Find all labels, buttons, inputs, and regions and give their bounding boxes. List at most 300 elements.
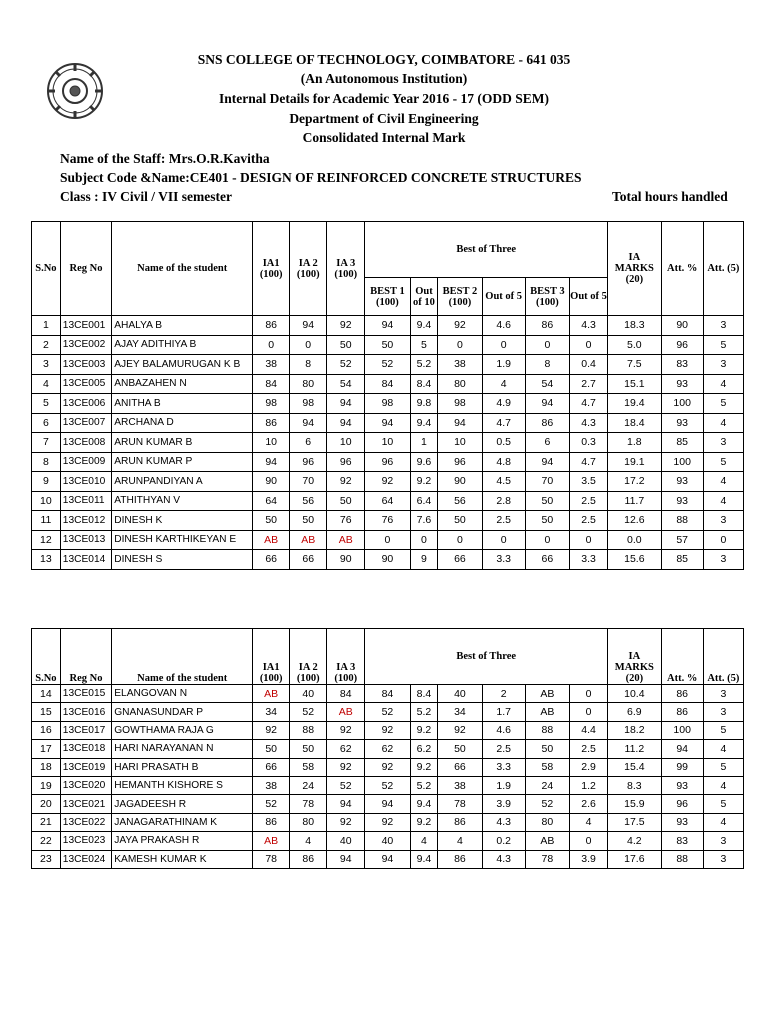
cell-iamarks: 11.2 — [608, 740, 661, 758]
cell-outof5a: 2.5 — [482, 740, 525, 758]
cell-name: ATHITHYAN V — [112, 491, 253, 511]
cell-outof10: 9.2 — [410, 721, 438, 739]
cell-outof10: 9.4 — [410, 795, 438, 813]
cell-outof10: 4 — [410, 832, 438, 850]
cell-best2: 4 — [438, 832, 482, 850]
cell-sno: 8 — [32, 452, 61, 472]
cell-best3: 88 — [525, 721, 569, 739]
cell-regno: 13CE017 — [60, 721, 111, 739]
cell-name: HARI NARAYANAN N — [112, 740, 253, 758]
cell-best1: 94 — [365, 316, 410, 336]
cell-ia2: 88 — [290, 721, 327, 739]
cell-outof10: 6.2 — [410, 740, 438, 758]
academic-year-line: Internal Details for Academic Year 2016 - 17 (ODD SEM) — [218, 91, 550, 106]
cell-best2: 66 — [438, 758, 482, 776]
col-sno: S.No — [32, 222, 61, 316]
cell-ia1: 0 — [253, 335, 290, 355]
cell-ia1: 92 — [253, 721, 290, 739]
cell-ia1: 86 — [253, 813, 290, 831]
cell-outof10: 9.4 — [410, 316, 438, 336]
cell-best2: 38 — [438, 776, 482, 794]
cell-att_pct: 100 — [661, 721, 703, 739]
cell-regno: 13CE013 — [60, 530, 111, 550]
cell-best3: 78 — [525, 850, 569, 868]
cell-best3: 66 — [525, 550, 569, 570]
cell-ia3: 96 — [327, 452, 365, 472]
cell-ia1: 86 — [253, 316, 290, 336]
cell-ia3: 62 — [327, 740, 365, 758]
cell-ia2: 24 — [290, 776, 327, 794]
table-row — [32, 355, 744, 375]
cell-best3: 6 — [525, 433, 569, 453]
col-outof5-a: Out of 5 — [482, 278, 525, 316]
cell-att5: 5 — [703, 758, 743, 776]
cell-outof5a: 0.5 — [482, 433, 525, 453]
cell-name: ANITHA B — [112, 394, 253, 414]
cell-iamarks: 15.6 — [608, 550, 661, 570]
cell-outof5b: 0.3 — [570, 433, 608, 453]
cell-best3: 70 — [525, 472, 569, 492]
cell-best2: 78 — [438, 795, 482, 813]
table-row — [32, 685, 744, 703]
cell-sno: 21 — [32, 813, 61, 831]
table-row — [32, 472, 744, 492]
cell-outof5b: 2.5 — [570, 511, 608, 531]
table-row — [32, 850, 744, 868]
cell-sno: 15 — [32, 703, 61, 721]
table-row — [32, 813, 744, 831]
col-best-of-three: Best of Three — [365, 222, 608, 278]
college-name: SNS COLLEGE OF TECHNOLOGY, COIMBATORE - 641 035 — [197, 52, 571, 67]
cell-att_pct: 90 — [661, 316, 703, 336]
col-best-of-three: Best of Three — [365, 629, 608, 685]
cell-ia3: AB — [327, 703, 365, 721]
cell-best2: 0 — [438, 335, 482, 355]
cell-regno: 13CE015 — [60, 685, 111, 703]
cell-best3: AB — [525, 703, 569, 721]
cell-best1: 76 — [365, 511, 410, 531]
table-row — [32, 374, 744, 394]
cell-name: HEMANTH KISHORE S — [112, 776, 253, 794]
cell-sno: 13 — [32, 550, 61, 570]
cell-outof5b: 1.2 — [570, 776, 608, 794]
cell-sno: 6 — [32, 413, 61, 433]
cell-att_pct: 96 — [661, 795, 703, 813]
cell-best1: 40 — [365, 832, 410, 850]
cell-best3: AB — [525, 685, 569, 703]
cell-regno: 13CE019 — [60, 758, 111, 776]
cell-best2: 66 — [438, 550, 482, 570]
cell-ia2: 4 — [290, 832, 327, 850]
cell-ia3: AB — [327, 530, 365, 550]
cell-outof5b: 0 — [570, 685, 608, 703]
cell-outof5b: 4.3 — [570, 316, 608, 336]
cell-outof10: 8.4 — [410, 685, 438, 703]
cell-sno: 12 — [32, 530, 61, 550]
cell-sno: 2 — [32, 335, 61, 355]
cell-att5: 3 — [703, 316, 743, 336]
cell-name: AHALYA B — [112, 316, 253, 336]
cell-regno: 13CE009 — [60, 452, 111, 472]
cell-outof10: 9.4 — [410, 413, 438, 433]
cell-regno: 13CE006 — [60, 394, 111, 414]
cell-best2: 50 — [438, 740, 482, 758]
cell-best2: 80 — [438, 374, 482, 394]
cell-iamarks: 5.0 — [608, 335, 661, 355]
cell-outof5a: 3.9 — [482, 795, 525, 813]
cell-ia1: 90 — [253, 472, 290, 492]
cell-outof10: 9.8 — [410, 394, 438, 414]
cell-outof10: 9.6 — [410, 452, 438, 472]
cell-outof5a: 2 — [482, 685, 525, 703]
cell-best3: 0 — [525, 335, 569, 355]
cell-best3: 54 — [525, 374, 569, 394]
cell-att_pct: 86 — [661, 685, 703, 703]
cell-name: GOWTHAMA RAJA G — [112, 721, 253, 739]
marks-table-2 — [31, 628, 744, 869]
table-row — [32, 832, 744, 850]
cell-ia1: 86 — [253, 413, 290, 433]
cell-best2: 56 — [438, 491, 482, 511]
cell-sno: 4 — [32, 374, 61, 394]
cell-sno: 9 — [32, 472, 61, 492]
table-row — [32, 795, 744, 813]
cell-outof10: 9 — [410, 550, 438, 570]
cell-best1: 84 — [365, 374, 410, 394]
cell-regno: 13CE002 — [60, 335, 111, 355]
cell-att_pct: 85 — [661, 550, 703, 570]
col-outof5-b: Out of 5 — [570, 278, 608, 316]
cell-att5: 3 — [703, 550, 743, 570]
cell-regno: 13CE018 — [60, 740, 111, 758]
cell-name: JAYA PRAKASH R — [112, 832, 253, 850]
table-row — [32, 452, 744, 472]
col-ia1: IA1 (100) — [253, 222, 290, 316]
cell-att5: 5 — [703, 394, 743, 414]
cell-att5: 5 — [703, 335, 743, 355]
cell-ia3: 92 — [327, 813, 365, 831]
cell-name: AJEY BALAMURUGAN K B — [112, 355, 253, 375]
col-regno: Reg No — [60, 222, 111, 316]
table-row — [32, 550, 744, 570]
marks-table-1 — [31, 221, 744, 570]
cell-name: ARUN KUMAR P — [112, 452, 253, 472]
cell-best2: 34 — [438, 703, 482, 721]
cell-regno: 13CE023 — [60, 832, 111, 850]
cell-best1: 84 — [365, 685, 410, 703]
cell-att5: 4 — [703, 491, 743, 511]
cell-outof5a: 1.9 — [482, 355, 525, 375]
cell-ia2: 40 — [290, 685, 327, 703]
table-row — [32, 394, 744, 414]
cell-outof5b: 2.5 — [570, 740, 608, 758]
cell-outof10: 9.2 — [410, 758, 438, 776]
cell-name: ARCHANA D — [112, 413, 253, 433]
cell-outof10: 5.2 — [410, 355, 438, 375]
cell-best3: 94 — [525, 394, 569, 414]
cell-sno: 11 — [32, 511, 61, 531]
cell-outof5b: 3.3 — [570, 550, 608, 570]
col-regno: Reg No — [60, 629, 111, 685]
cell-att_pct: 83 — [661, 832, 703, 850]
cell-sno: 1 — [32, 316, 61, 336]
department-line: Department of Civil Engineering — [289, 111, 479, 126]
cell-outof5b: 0.4 — [570, 355, 608, 375]
cell-best2: 90 — [438, 472, 482, 492]
cell-outof5b: 0 — [570, 703, 608, 721]
cell-att_pct: 93 — [661, 491, 703, 511]
cell-best1: 92 — [365, 472, 410, 492]
cell-ia1: 84 — [253, 374, 290, 394]
cell-ia1: 66 — [253, 550, 290, 570]
table-row — [32, 530, 744, 550]
cell-att_pct: 57 — [661, 530, 703, 550]
cell-ia1: 52 — [253, 795, 290, 813]
cell-sno: 17 — [32, 740, 61, 758]
cell-name: GNANASUNDAR P — [112, 703, 253, 721]
cell-iamarks: 19.4 — [608, 394, 661, 414]
cell-best3: 80 — [525, 813, 569, 831]
cell-sno: 23 — [32, 850, 61, 868]
table-row — [32, 491, 744, 511]
cell-ia3: 94 — [327, 850, 365, 868]
cell-att5: 4 — [703, 776, 743, 794]
cell-outof5a: 4.5 — [482, 472, 525, 492]
report-title: Consolidated Internal Mark — [302, 130, 466, 145]
cell-best3: 50 — [525, 740, 569, 758]
cell-best2: 50 — [438, 511, 482, 531]
cell-best1: 52 — [365, 703, 410, 721]
cell-ia1: 34 — [253, 703, 290, 721]
cell-ia2: 96 — [290, 452, 327, 472]
cell-outof5b: 4.7 — [570, 394, 608, 414]
cell-best2: 94 — [438, 413, 482, 433]
cell-ia1: AB — [253, 832, 290, 850]
cell-att_pct: 94 — [661, 740, 703, 758]
cell-regno: 13CE005 — [60, 374, 111, 394]
cell-iamarks: 10.4 — [608, 685, 661, 703]
cell-name: DINESH S — [112, 550, 253, 570]
cell-att5: 4 — [703, 813, 743, 831]
cell-iamarks: 19.1 — [608, 452, 661, 472]
cell-att5: 3 — [703, 355, 743, 375]
col-best3: BEST 3 (100) — [525, 278, 569, 316]
cell-ia1: 50 — [253, 740, 290, 758]
cell-regno: 13CE001 — [60, 316, 111, 336]
cell-name: JAGADEESH R — [112, 795, 253, 813]
cell-ia1: 78 — [253, 850, 290, 868]
table-row — [32, 776, 744, 794]
cell-ia3: 92 — [327, 472, 365, 492]
cell-outof10: 9.2 — [410, 472, 438, 492]
cell-outof10: 9.2 — [410, 813, 438, 831]
cell-name: AJAY ADITHIYA B — [112, 335, 253, 355]
cell-iamarks: 4.2 — [608, 832, 661, 850]
cell-ia3: 92 — [327, 316, 365, 336]
col-att-5: Att. (5) — [703, 629, 743, 685]
cell-name: ARUN KUMAR B — [112, 433, 253, 453]
cell-ia2: 78 — [290, 795, 327, 813]
cell-best1: 98 — [365, 394, 410, 414]
cell-outof5a: 4.3 — [482, 813, 525, 831]
cell-outof5a: 1.9 — [482, 776, 525, 794]
cell-outof5a: 4.8 — [482, 452, 525, 472]
cell-iamarks: 1.8 — [608, 433, 661, 453]
table-row — [32, 433, 744, 453]
cell-outof10: 8.4 — [410, 374, 438, 394]
cell-ia2: 50 — [290, 511, 327, 531]
cell-best1: 92 — [365, 758, 410, 776]
col-outof10: Out of 10 — [410, 278, 438, 316]
cell-regno: 13CE008 — [60, 433, 111, 453]
col-name: Name of the student — [112, 222, 253, 316]
col-ia-marks: IA MARKS (20) — [608, 222, 661, 316]
cell-outof5a: 4.6 — [482, 721, 525, 739]
cell-sno: 18 — [32, 758, 61, 776]
cell-regno: 13CE003 — [60, 355, 111, 375]
cell-outof5a: 2.5 — [482, 511, 525, 531]
cell-name: DINESH K — [112, 511, 253, 531]
cell-best1: 50 — [365, 335, 410, 355]
cell-att_pct: 85 — [661, 433, 703, 453]
cell-outof10: 0 — [410, 530, 438, 550]
cell-best2: 98 — [438, 394, 482, 414]
col-ia3: IA 3 (100) — [327, 222, 365, 316]
cell-ia1: 10 — [253, 433, 290, 453]
col-ia3: IA 3 (100) — [327, 629, 365, 685]
cell-best1: 10 — [365, 433, 410, 453]
cell-regno: 13CE014 — [60, 550, 111, 570]
cell-name: KAMESH KUMAR K — [112, 850, 253, 868]
cell-ia2: 94 — [290, 413, 327, 433]
table-row — [32, 758, 744, 776]
cell-ia2: 70 — [290, 472, 327, 492]
cell-att_pct: 93 — [661, 776, 703, 794]
cell-ia3: 10 — [327, 433, 365, 453]
cell-outof5b: 3.9 — [570, 850, 608, 868]
cell-best3: 50 — [525, 491, 569, 511]
cell-sno: 14 — [32, 685, 61, 703]
cell-name: ANBAZAHEN N — [112, 374, 253, 394]
cell-name: HARI PRASATH B — [112, 758, 253, 776]
cell-ia3: 84 — [327, 685, 365, 703]
cell-outof5b: 2.9 — [570, 758, 608, 776]
cell-ia3: 52 — [327, 355, 365, 375]
cell-regno: 13CE022 — [60, 813, 111, 831]
cell-best3: 50 — [525, 511, 569, 531]
cell-ia2: 80 — [290, 374, 327, 394]
cell-sno: 19 — [32, 776, 61, 794]
cell-iamarks: 12.6 — [608, 511, 661, 531]
cell-outof5b: 4.4 — [570, 721, 608, 739]
cell-att_pct: 83 — [661, 355, 703, 375]
cell-iamarks: 8.3 — [608, 776, 661, 794]
cell-att5: 3 — [703, 685, 743, 703]
cell-best3: 86 — [525, 413, 569, 433]
cell-outof5a: 4.9 — [482, 394, 525, 414]
cell-ia2: 56 — [290, 491, 327, 511]
cell-att5: 3 — [703, 511, 743, 531]
cell-best1: 90 — [365, 550, 410, 570]
cell-outof5b: 0 — [570, 530, 608, 550]
cell-best3: 86 — [525, 316, 569, 336]
cell-outof5a: 4.6 — [482, 316, 525, 336]
cell-ia2: 8 — [290, 355, 327, 375]
cell-ia2: 86 — [290, 850, 327, 868]
cell-att5: 5 — [703, 452, 743, 472]
cell-outof10: 6.4 — [410, 491, 438, 511]
table-row — [32, 511, 744, 531]
cell-best2: 92 — [438, 721, 482, 739]
cell-outof5a: 2.8 — [482, 491, 525, 511]
cell-iamarks: 18.3 — [608, 316, 661, 336]
cell-att5: 3 — [703, 832, 743, 850]
col-name: Name of the student — [112, 629, 253, 685]
cell-best1: 64 — [365, 491, 410, 511]
cell-best1: 52 — [365, 776, 410, 794]
cell-ia3: 90 — [327, 550, 365, 570]
cell-ia1: AB — [253, 685, 290, 703]
cell-ia3: 92 — [327, 758, 365, 776]
cell-att5: 3 — [703, 433, 743, 453]
cell-best2: 38 — [438, 355, 482, 375]
cell-best1: 94 — [365, 850, 410, 868]
cell-iamarks: 18.4 — [608, 413, 661, 433]
cell-att_pct: 86 — [661, 703, 703, 721]
cell-outof5b: 2.5 — [570, 491, 608, 511]
cell-ia2: 66 — [290, 550, 327, 570]
cell-ia2: 98 — [290, 394, 327, 414]
cell-ia3: 94 — [327, 394, 365, 414]
cell-iamarks: 7.5 — [608, 355, 661, 375]
cell-att_pct: 88 — [661, 511, 703, 531]
cell-outof10: 1 — [410, 433, 438, 453]
class-line: Class : IV Civil / VII semester — [60, 189, 232, 204]
cell-outof5a: 4.7 — [482, 413, 525, 433]
cell-ia3: 50 — [327, 335, 365, 355]
cell-ia3: 94 — [327, 795, 365, 813]
cell-best1: 52 — [365, 355, 410, 375]
total-hours-label: Total hours handled — [612, 189, 728, 204]
cell-best2: 10 — [438, 433, 482, 453]
table-row — [32, 413, 744, 433]
cell-best1: 92 — [365, 721, 410, 739]
cell-outof5a: 4.3 — [482, 850, 525, 868]
cell-best1: 92 — [365, 813, 410, 831]
cell-att_pct: 100 — [661, 452, 703, 472]
cell-iamarks: 18.2 — [608, 721, 661, 739]
cell-name: ARUNPANDIYAN A — [112, 472, 253, 492]
cell-name: ELANGOVAN N — [112, 685, 253, 703]
cell-sno: 5 — [32, 394, 61, 414]
cell-att_pct: 100 — [661, 394, 703, 414]
cell-sno: 22 — [32, 832, 61, 850]
cell-regno: 13CE021 — [60, 795, 111, 813]
cell-outof5a: 1.7 — [482, 703, 525, 721]
cell-best2: 0 — [438, 530, 482, 550]
cell-att_pct: 96 — [661, 335, 703, 355]
cell-sno: 7 — [32, 433, 61, 453]
col-ia2: IA 2 (100) — [290, 222, 327, 316]
cell-ia1: 94 — [253, 452, 290, 472]
cell-att_pct: 93 — [661, 413, 703, 433]
cell-regno: 13CE011 — [60, 491, 111, 511]
cell-outof5a: 4 — [482, 374, 525, 394]
cell-name: JANAGARATHINAM K — [112, 813, 253, 831]
cell-outof5b: 2.6 — [570, 795, 608, 813]
cell-iamarks: 17.6 — [608, 850, 661, 868]
cell-att5: 4 — [703, 374, 743, 394]
